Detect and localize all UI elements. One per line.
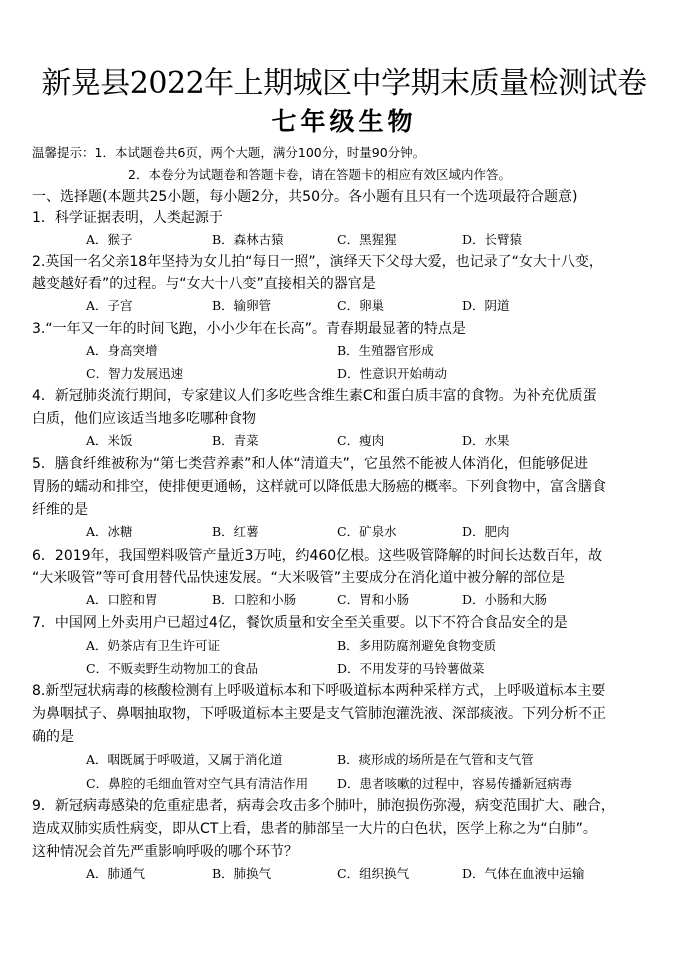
option-b: B．森林古猿 xyxy=(212,232,284,247)
option-a: A．口腔和胃 xyxy=(86,592,158,607)
option-c: C．黑猩猩 xyxy=(337,232,397,247)
section-heading: 一、选择题(本题共25小题，每小题2分，共50分。各小题有且只有一个选项最符合题意) xyxy=(32,189,578,205)
question-line: 胃肠的蠕动和排空，使排便更通畅，这样就可以降低患大肠癌的概率。下列食物中，富含膳食 xyxy=(32,479,606,495)
option-a: A．肺通气 xyxy=(86,866,146,881)
tip-line-1: 温馨提示：1．本试题卷共6页，两个大题，满分100分，时量90分钟。 xyxy=(32,145,426,160)
option-b: B．痰形成的场所是在气管和支气管 xyxy=(337,752,534,767)
question-line: 越变越好看”的过程。与“女大十八变”直接相关的器官是 xyxy=(32,276,376,292)
question-line: 2.英国一名父亲18年坚持为女儿拍“每日一照”，演绎天下父母大爱，也记录了“女大十八变， xyxy=(32,254,603,270)
question-line: 1．科学证据表明，人类起源于 xyxy=(32,210,223,226)
option-b: B．输卵管 xyxy=(212,298,272,313)
option-d: D．水果 xyxy=(462,433,510,448)
option-d: D．患者咳嗽的过程中，容易传播新冠病毒 xyxy=(337,776,573,791)
option-a: A．子宫 xyxy=(86,298,133,313)
question-line: 5．膳食纤维被称为“第七类营养素”和人体“清道夫”，它虽然不能被人体消化，但能够促进 xyxy=(32,456,588,472)
option-d: D．小肠和大肠 xyxy=(462,592,548,607)
option-c: C．不贩卖野生动物加工的食品 xyxy=(86,661,259,676)
option-d: D．气体在血液中运输 xyxy=(462,866,585,881)
option-b: B．肺换气 xyxy=(212,866,272,881)
tip-line-2: 2．本卷分为试题卷和答题卡卷，请在答题卡的相应有效区域内作答。 xyxy=(128,167,511,182)
option-d: D．肥肉 xyxy=(462,524,510,539)
option-a: A．冰糖 xyxy=(86,524,133,539)
question-line: “大米吸管”等可食用替代品快速发展。“大米吸管”主要成分在消化道中被分解的部位是 xyxy=(32,570,566,586)
option-c: C．卵巢 xyxy=(337,298,385,313)
option-c: C．胃和小肠 xyxy=(337,592,410,607)
option-d: D．阴道 xyxy=(462,298,510,313)
question-line: 纤维的是 xyxy=(32,502,88,518)
option-a: A．奶茶店有卫生许可证 xyxy=(86,638,221,653)
option-c: C．智力发展迅速 xyxy=(86,366,184,381)
option-b: B．红薯 xyxy=(212,524,259,539)
option-a: A．身高突增 xyxy=(86,343,158,358)
page-subtitle: 七年级生物 xyxy=(271,107,417,136)
question-line: 造成双肺实质性病变，即从CT上看，患者的肺部呈一大片的白色状，医学上称之为“白肺”。 xyxy=(32,821,597,837)
option-c: C．矿泉水 xyxy=(337,524,397,539)
option-d: D．性意识开始萌动 xyxy=(337,366,448,381)
option-a: A．米饭 xyxy=(86,433,133,448)
question-line: 7．中国网上外卖用户已超过4亿，餐饮质量和安全至关重要。以下不符合食品安全的是 xyxy=(32,615,568,631)
question-line: 3.“一年又一年的时间飞跑，小小少年在长高”。青春期最显著的特点是 xyxy=(32,321,466,337)
question-line: 4．新冠肺炎流行期间，专家建议人们多吃些含维生素C和蛋白质丰富的食物。为补充优质蛋 xyxy=(32,388,597,404)
option-a: A．咽既属于呼吸道，又属于消化道 xyxy=(86,752,283,767)
question-line: 8.新型冠状病毒的核酸检测有上呼吸道标本和下呼吸道标本两种采样方式，上呼吸道标本主要 xyxy=(32,683,606,699)
question-line: 9．新冠病毒感染的危重症患者，病毒会攻击多个肺叶，肺泡损伤弥漫，病变范围扩大、融合， xyxy=(32,798,615,814)
option-b: B．多用防腐剂避免食物变质 xyxy=(337,638,497,653)
option-a: A．猴子 xyxy=(86,232,133,247)
question-line: 白质，他们应该适当地多吃哪种食物 xyxy=(32,411,256,427)
question-line: 6．2019年，我国塑料吸管产量近3万吨，约460亿根。这些吸管降解的时间长达数百年，故 xyxy=(32,548,603,564)
question-line: 这种情况会首先严重影响呼吸的哪个环节？ xyxy=(32,844,298,860)
option-c: C．鼻腔的毛细血管对空气具有清洁作用 xyxy=(86,776,309,791)
page-title: 新晃县2022年上期城区中学期末质量检测试卷 xyxy=(41,66,647,101)
option-b: B．青菜 xyxy=(212,433,259,448)
option-c: C．组织换气 xyxy=(337,866,410,881)
option-d: D．不用发芽的马铃薯做菜 xyxy=(337,661,485,676)
option-c: C．瘦肉 xyxy=(337,433,385,448)
option-d: D．长臂猿 xyxy=(462,232,523,247)
question-line: 确的是 xyxy=(32,729,74,745)
option-b: B．口腔和小肠 xyxy=(212,592,297,607)
question-line: 为鼻咽拭子、鼻咽抽取物，下呼吸道标本主要是支气管肺泡灌洗液、深部痰液。下列分析不正 xyxy=(32,706,606,722)
option-b: B．生殖器官形成 xyxy=(337,343,434,358)
